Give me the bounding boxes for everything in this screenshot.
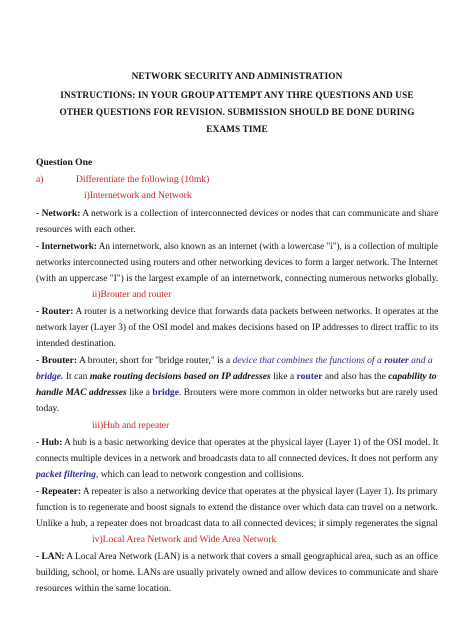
instructions-line-1: INSTRUCTIONS: IN YOUR GROUP ATTEMPT ANY THRE QUESTIONS AND USE: [60, 91, 414, 101]
instructions-line-2: OTHER QUESTIONS FOR REVISION. SUBMISSION SHOULD BE DONE DURING: [59, 108, 415, 118]
paragraph-lan-line-1: - LAN: A Local Area Network (LAN) is a network that covers a small geographical area, such as an office: [36, 551, 439, 562]
question-part-text: Differentiate the following (10mk): [76, 174, 210, 185]
term-internetwork: - Internetwork:: [36, 241, 97, 252]
paragraph-hub-line-2: connects multiple devices in a network and broadcasts data to all connected devices. It does not perform any: [36, 453, 439, 464]
instructions-line-3: EXAMS TIME: [206, 125, 268, 135]
paragraph-router-line-3: intended destination.: [36, 338, 116, 349]
term-network: - Network:: [36, 208, 81, 219]
paragraph-repeater-line-1: - Repeater: A repeater is also a networking device that operates at the physical layer (Layer 1). Its primary: [36, 486, 438, 497]
question-title: Question One: [36, 157, 93, 168]
paragraph-router-line-1: - Router: A router is a networking device that forwards data packets between networks. It operates at the: [36, 306, 439, 317]
paragraph-lan-line-2: building, school, or home. LANs are usually privately owned and allow devices to communicate and share: [36, 567, 439, 578]
paragraph-brouter-line-4: today.: [36, 403, 60, 414]
paragraph-internetwork-line-3: (with an uppercase "I") is the largest example of an internetwork, connecting numerous networks globally.: [36, 273, 439, 284]
paragraph-brouter-line-2: bridge. It can make routing decisions based on IP addresses like a router and also has the capability to: [36, 371, 437, 382]
term-router: - Router:: [36, 306, 74, 317]
term-hub: - Hub:: [36, 437, 63, 448]
section-heading-lan-wan: iv)Local Area Network and Wide Area Network: [92, 534, 277, 545]
paragraph-repeater-line-3: Unlike a hub, a repeater does not broadcast data to all connected devices; it simply regenerates the signal: [36, 518, 438, 529]
paragraph-network-line-1: - Network: A network is a collection of interconnected devices or nodes that can communicate and share: [36, 208, 439, 219]
paragraph-lan-line-3: resources within the same location.: [36, 583, 172, 594]
paragraph-hub-line-1: - Hub: A hub is a basic networking device that operates at the physical layer (Layer 1) of the OSI model. It: [36, 437, 439, 448]
document-title: NETWORK SECURITY AND ADMINISTRATION: [131, 72, 343, 82]
section-heading-internetwork-network: i)Internetwork and Network: [84, 190, 192, 201]
term-brouter: - Brouter:: [36, 355, 78, 366]
paragraph-repeater-line-2: function is to regenerate and boost signals to extend the distance over which data can travel on a network.: [36, 502, 438, 513]
term-lan: - LAN:: [36, 551, 65, 562]
paragraph-internetwork-line-1: - Internetwork: An internetwork, also known as an internet (with a lowercase "i"), is a collection of multiple: [36, 241, 438, 252]
paragraph-brouter-line-1: - Brouter: A brouter, short for "bridge router," is a device that combines the functions of a router and a: [36, 355, 433, 366]
section-heading-hub-repeater: iii)Hub and repeater: [92, 420, 170, 431]
section-heading-brouter-router: ii)Brouter and router: [92, 289, 172, 300]
paragraph-brouter-line-3: handle MAC addresses like a bridge. Brouters were more common in older networks but are rarely used: [36, 387, 438, 398]
paragraph-network-line-2: resources with each other.: [36, 224, 136, 235]
paragraph-internetwork-line-2: networks interconnected using routers and other networking devices to form a larger network. The Internet: [36, 257, 438, 268]
term-repeater: - Repeater:: [36, 486, 82, 497]
paragraph-router-line-2: network layer (Layer 3) of the OSI model and makes decisions based on IP addresses to direct traffic to its: [36, 322, 439, 333]
paragraph-hub-line-3: packet filtering, which can lead to network congestion and collisions.: [36, 469, 304, 480]
question-part-label: a): [36, 174, 44, 185]
